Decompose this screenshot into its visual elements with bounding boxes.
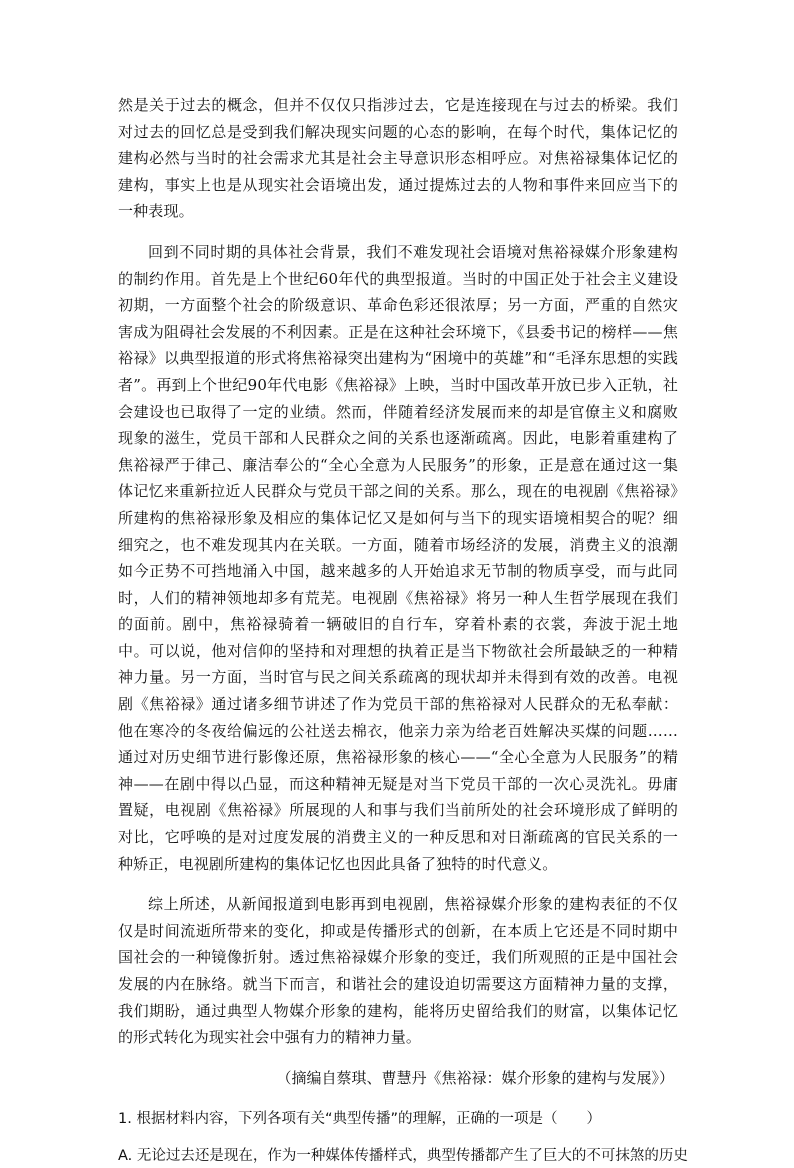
question-1: 1. 根据材料内容，下列各项有关“典型传播”的理解，正确的一项是（ ） [118,1110,601,1127]
source-citation: （摘编自蔡琪、曹慧丹《焦裕禄：媒介形象的建构与发展》） [276,1068,674,1087]
paragraph-social-context: 回到不同时期的具体社会背景，我们不难发现社会语境对焦裕禄媒介形象建构的制约作用。首先是上个世纪60年代的典型报道。当时的中国正处于社会主义建设初期，一方面整个社会的阶级意识、革命色彩还很浓厚；另一方面，严重的自然灾害成为阻碍社会发展的不利因素。正是在这种社会环境下，《县委书记的榜样——焦裕禄》以典型报道的形式将焦裕禄突出建构为“困境中的英雄”和“毛泽东思想的实践者”。再到上个世纪90年代电影《焦裕禄》上映，当时中国改革开放已步入正轨，社会建设也已取得了一定的业绩。然而，伴随着经济发展而来的却是官僚主义和腐败现象的滋生，党员干部和人民群众之间的关系也逐渐疏离。因此，电影着重建构了焦裕禄严于律己、廉洁奉公的“全心全意为人民服务”的形象，正是意在通过这一集体记忆来重新拉近人民群众与党员干部之间的关系。那么，现在的电视剧《焦裕禄》所建构的焦裕禄形象及相应的集体记忆又是如何与当下的现实语境相契合的呢？细细究之，也不难发现其内在关联。一方面，随着市场经济的发展，消费主义的浪潮如今正势不可挡地涌入中国，越来越多的人开始追求无节制的物质享受，而与此同时，人们的精神领地却多有荒芜。电视剧《焦裕禄》将另一种人生哲学展现在我们的面前。剧中，焦裕禄骑着一辆破旧的自行车，穿着朴素的衣裳，奔波于泥土地中。可以说，他对信仰的坚持和对理想的执着正是当下物欲社会所最缺乏的一种精神力量。另一方面，当时官与民之间关系疏离的现状却并未得到有效的改善。电视剧《焦裕禄》通过诸多细节讲述了作为党员干部的焦裕禄对人民群众的无私奉献：他在寒冷的冬夜给偏远的公社送去棉衣，他亲力亲为给老百姓解决买煤的问题……通过对历史细节进行影像还原，焦裕禄形象的核心——“全心全意为人民服务”的精神——在剧中得以凸显，而这种精神无疑是对当下党员干部的一次心灵洗礼。毋庸置疑，电视剧《焦裕禄》所展现的人和事与我们当前所处的社会环境形成了鲜明的对比，它呼唤的是对过度发展的消费主义的一种反思和对日渐疏离的官民关系的一种矫正，电视剧所建构的集体记忆也因此具备了独特的时代意义。 [118,242,678,873]
paragraph-continued: 然是关于过去的概念，但并不仅仅只指涉过去，它是连接现在与过去的桥梁。我们对过去的回忆总是受到我们解决现实问题的心态的影响，在每个时代，集体记忆的建构必然与当时的社会需求尤其是社会主导意识形态相呼应。对焦裕禄集体记忆的建构，事实上也是从现实社会语境出发，通过提炼过去的人物和事件来回应当下的一种表现。 [118,96,678,221]
paragraph-summary: 综上所述，从新闻报道到电影再到电视剧，焦裕禄媒介形象的建构表征的不仅仅是时间流逝所带来的变化，抑或是传播形式的创新，在本质上它还是不同时期中国社会的一种镜像折射。透过焦裕禄媒介形象的变迁，我们所观照的正是中国社会发展的内在脉络。就当下而言，和谐社会的建设迫切需要这方面精神力量的支撑，我们期盼，通过典型人物媒介形象的建构，能将历史留给我们的财富，以集体记忆的形式转化为现实社会中强有力的精神力量。 [118,895,678,1047]
paragraph-gap [118,225,678,239]
option-a: A. 无论过去还是现在，作为一种媒体传播样式，典型传播都产生了巨大的不可抹煞的历史 [118,1147,688,1164]
paragraph-gap [118,877,678,891]
document-body [118,92,688,1168]
